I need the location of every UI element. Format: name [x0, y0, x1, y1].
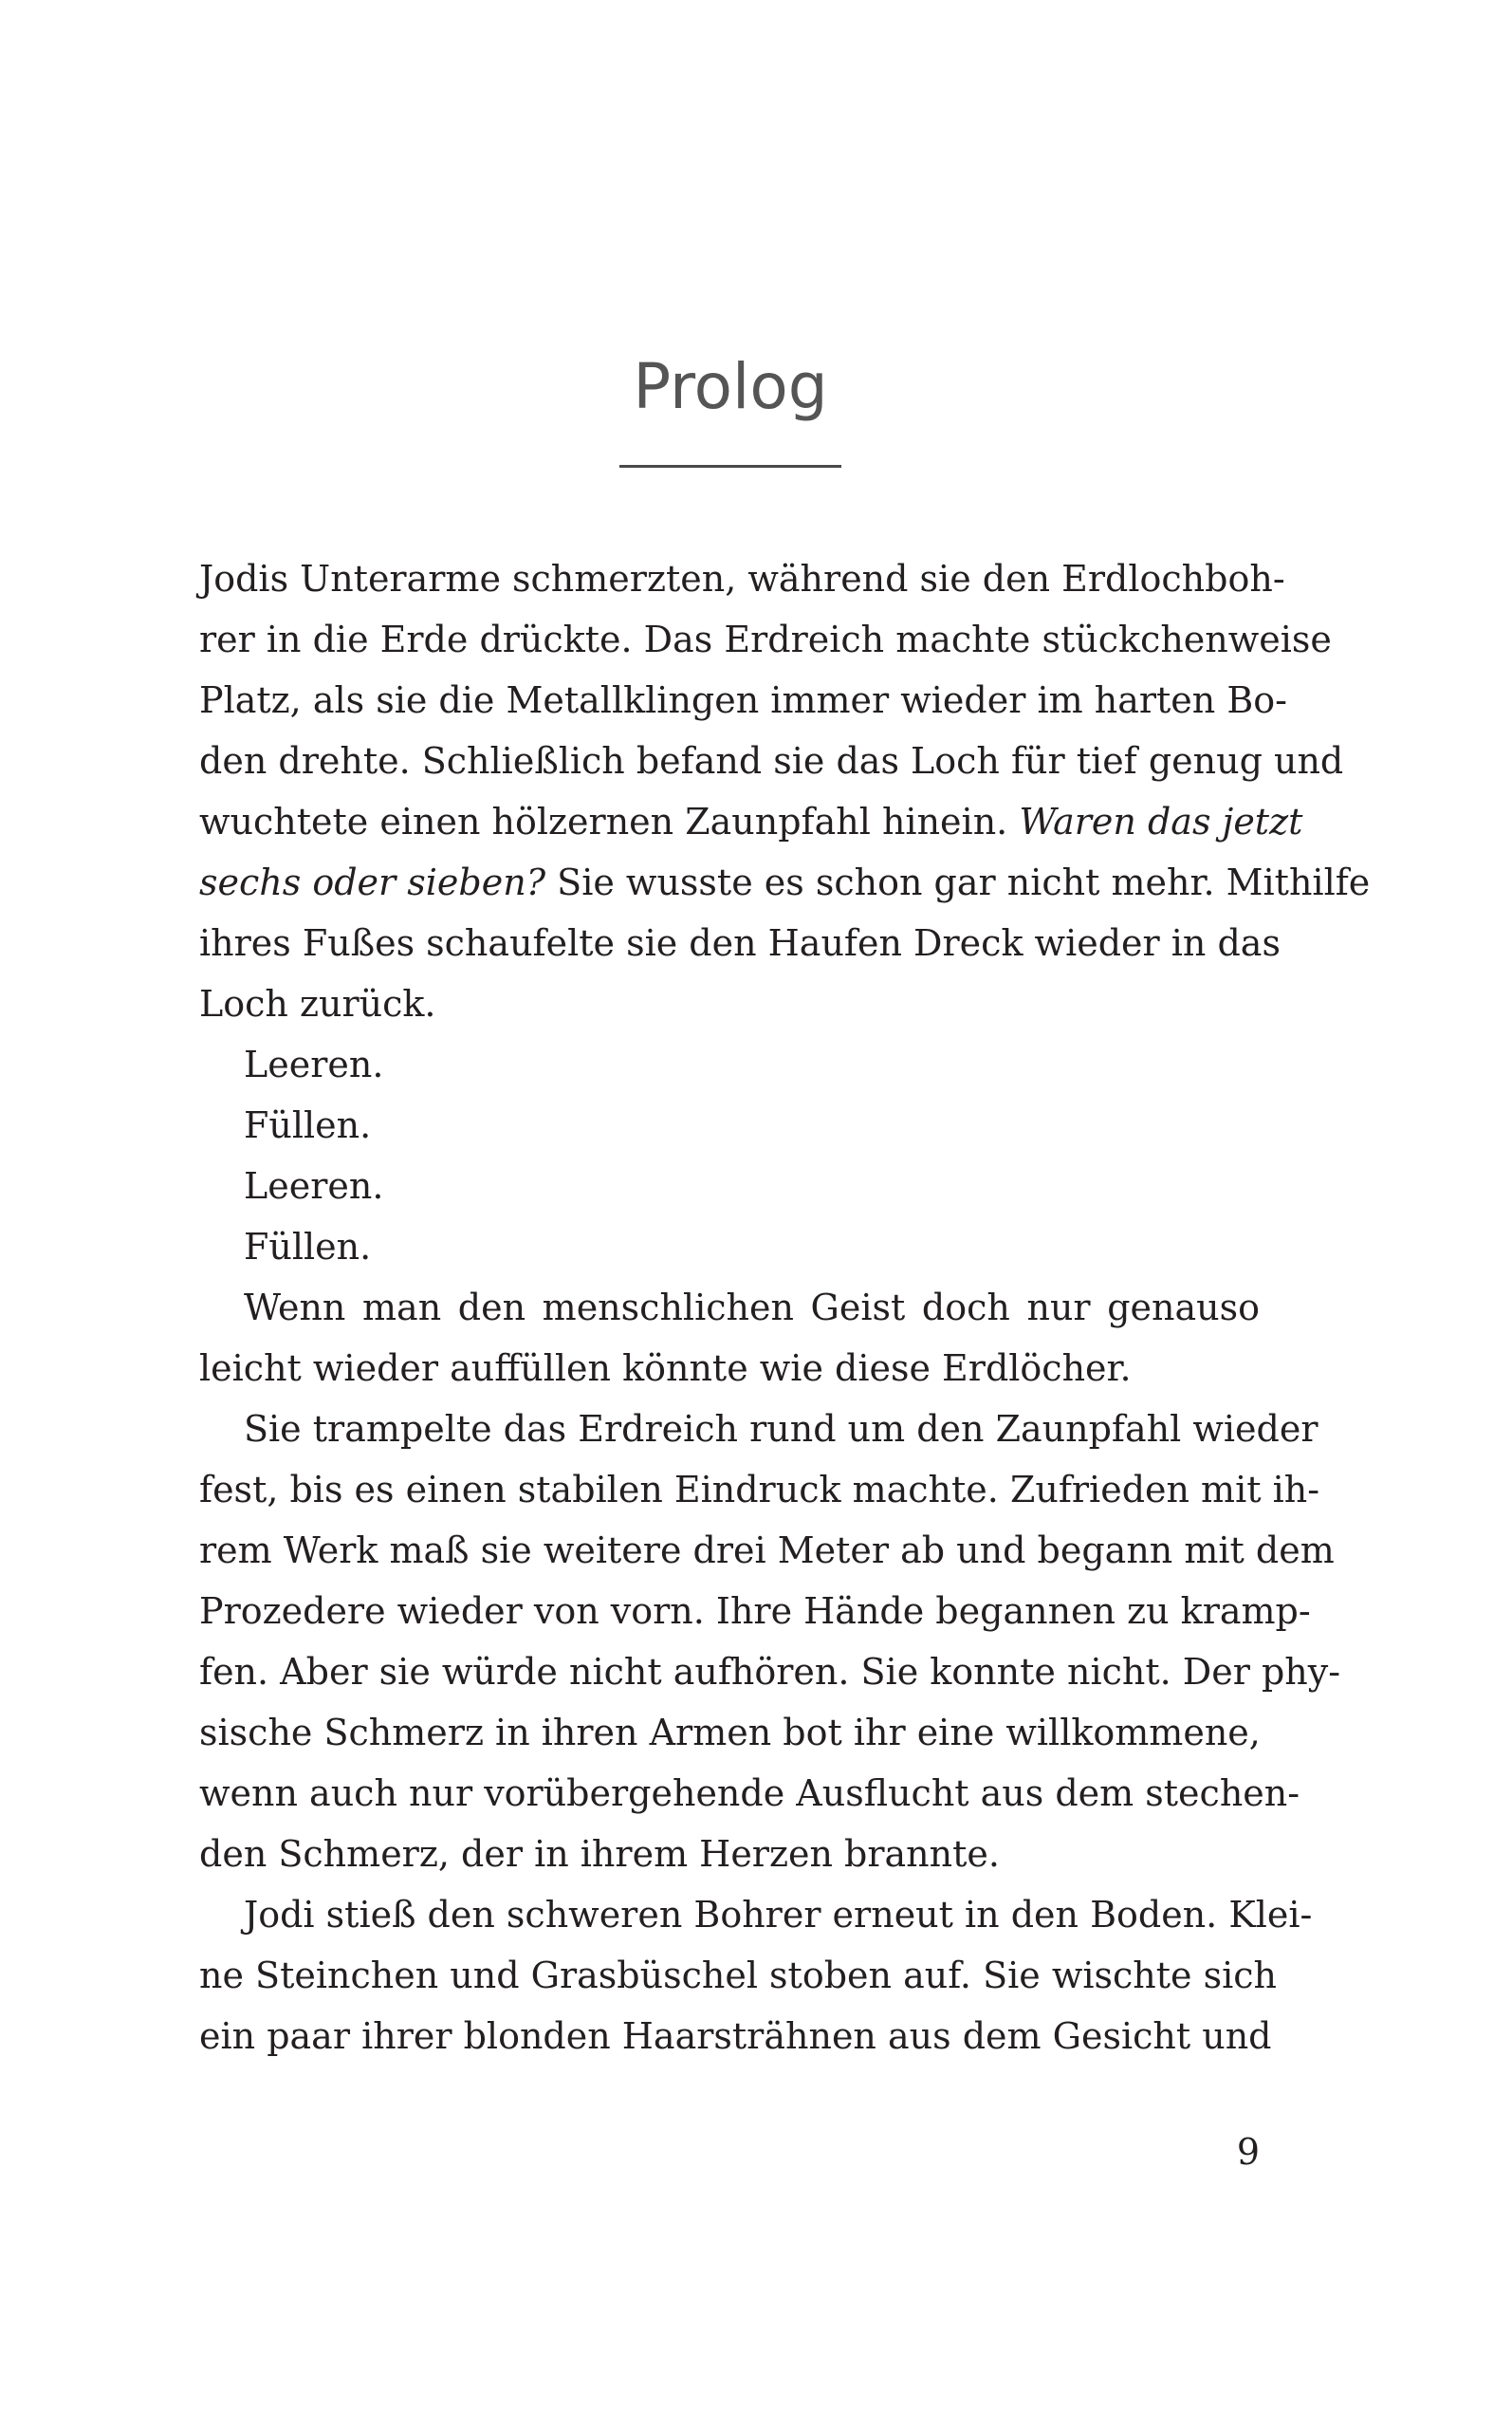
chapter-body-text — [199, 548, 1371, 2066]
text-line-with-italic — [199, 791, 1303, 852]
chapter-title: Prolog — [633, 350, 828, 423]
text-segment: Sie wusste es schon gar nicht mehr. Mithilfe — [557, 862, 1371, 903]
text-line: Wenn man den menschlichen Geist doch nur genauso — [244, 1287, 1260, 1328]
text-line: den drehte. Schließlich befand sie das Loch für tief genug und — [199, 740, 1344, 782]
text-line: fen. Aber sie würde nicht aufhören. Sie konnte nicht. Der phy- — [199, 1651, 1341, 1693]
text-line: ne Steinchen und Grasbüschel stoben auf. Sie wischte sich — [199, 1955, 1278, 1996]
italic-thought: sechs oder sieben? — [199, 862, 546, 903]
text-line: fest, bis es einen stabilen Eindruck machte. Zufrieden mit ih- — [199, 1469, 1320, 1510]
text-line: rer in die Erde drückte. Das Erdreich machte stückchenweise — [199, 619, 1332, 660]
text-line: Leeren. — [244, 1044, 384, 1085]
text-line: ihres Fußes schaufelte sie den Haufen Dreck wieder in das — [199, 922, 1281, 964]
text-line: Sie trampelte das Erdreich rund um den Zaunpfahl wieder — [244, 1408, 1318, 1450]
text-line: rem Werk maß sie weitere drei Meter ab und begann mit dem — [199, 1529, 1335, 1571]
title-underline-divider — [619, 465, 841, 468]
text-segment: wuchtete einen hölzernen Zaunpfahl hinein. — [199, 801, 1008, 843]
italic-thought: Waren das jetzt — [1019, 801, 1303, 843]
text-line: Füllen. — [244, 1104, 372, 1146]
text-line: Loch zurück. — [199, 983, 436, 1025]
text-line: sische Schmerz in ihren Armen bot ihr eine willkommene, — [199, 1712, 1261, 1753]
text-line: Prozedere wieder von vorn. Ihre Hände begannen zu kramp- — [199, 1590, 1311, 1632]
text-line: Jodi stieß den schweren Bohrer erneut in den Boden. Klei- — [244, 1894, 1313, 1936]
text-line: den Schmerz, der in ihrem Herzen brannte. — [199, 1833, 1000, 1875]
text-line: Füllen. — [244, 1226, 372, 1268]
page-number: 9 — [1236, 2131, 1260, 2173]
text-line: wenn auch nur vorübergehende Ausflucht aus dem stechen- — [199, 1772, 1300, 1814]
text-line: leicht wieder auffüllen könnte wie diese Erdlöcher. — [199, 1347, 1132, 1389]
text-line: Jodis Unterarme schmerzten, während sie den Erdlochboh- — [199, 558, 1285, 600]
text-line-with-italic — [199, 852, 1371, 913]
text-line: Leeren. — [244, 1165, 384, 1207]
text-line: Platz, als sie die Metallklingen immer wieder im harten Bo- — [199, 679, 1287, 721]
text-line: ein paar ihrer blonden Haarsträhnen aus dem Gesicht und — [199, 2015, 1272, 2057]
